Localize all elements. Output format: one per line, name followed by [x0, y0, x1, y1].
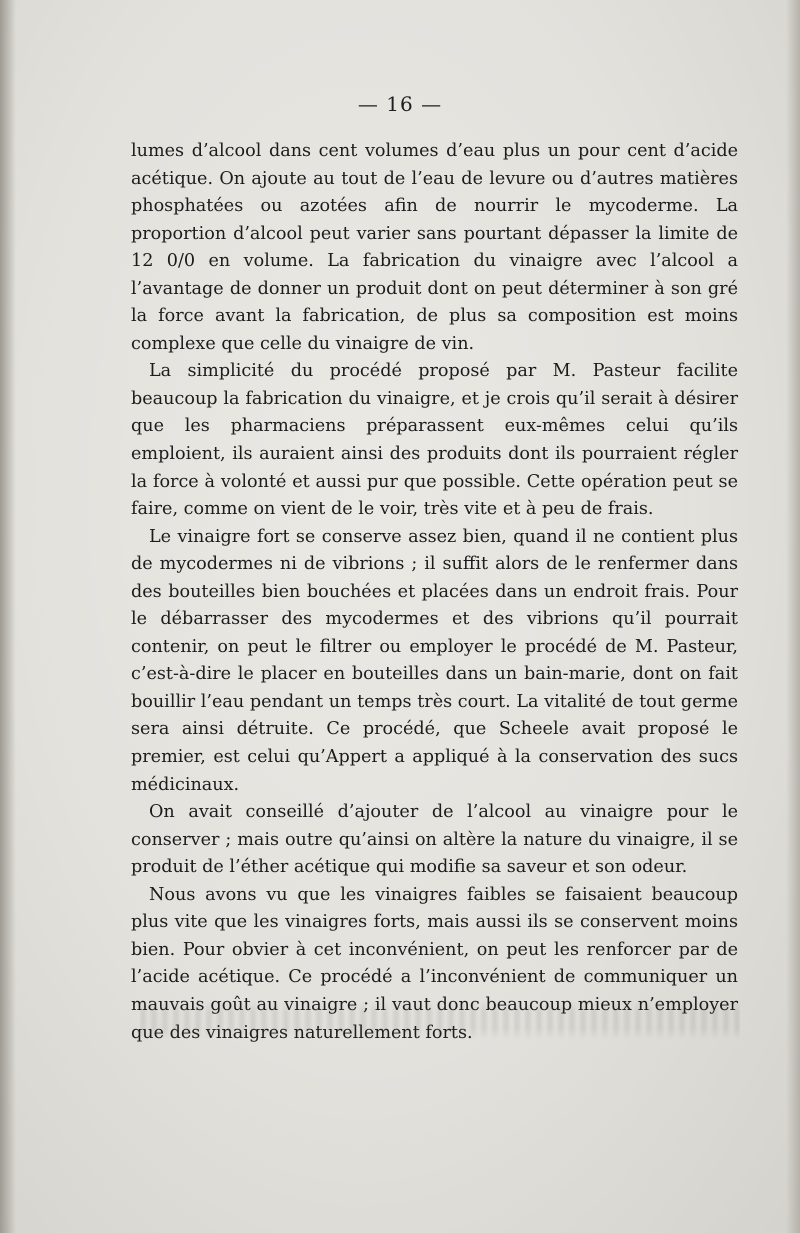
paragraph-pasteur-process: La simplicité du procédé proposé par M. Pasteur facilite beaucoup la fabrication du vinaigre, et je crois qu’il serait à désirer que les pharmaciens préparassent eux-mêmes celui qu’ils emploient, ils auraient ainsi des produits dont ils pourraient régler la force à volonté et aussi pur que possible. Cette opération peut se faire, comme on vient de le voir, très vite et à peu de frais. — [131, 361, 738, 520]
body-text — [131, 138, 738, 1047]
paragraph-conservation: Le vinaigre fort se conserve assez bien, quand il ne contient plus de mycodermes ni de vibrions ; il suffit alors de le renfermer dans des bouteilles bien bouchées et placées dans un endroit frais. Pour le débarrasser des mycodermes et des vibrions qu’il pourrait contenir, on peut le filtrer ou employer le procédé de M. Pasteur, c’est-à-dire le placer en bouteilles dans un bain-marie, dont on fait bouillir l’eau pendant un temps très court. La vitalité de tout germe sera ainsi détruite. Ce procédé, que Scheele avait proposé le premier, est celui qu’Appert a appliqué à la conservation des sucs médicinaux. — [131, 526, 738, 795]
paragraph-continued: lumes d’alcool dans cent volumes d’eau plus un pour cent d’acide acétique. On ajoute au tout de l’eau de levure ou d’autres matières phosphatées ou azotées afin de nourrir le mycoderme. La proportion d’alcool peut varier sans pourtant dépasser la limite de 12 0/0 en volume. La fabrication du vinaigre avec l’alcool a l’avantage de donner un produit dont on peut déterminer à son gré la force avant la fabrication, de plus sa composition est moins complexe que celle du vinaigre de vin. — [131, 141, 738, 354]
show-through-ink — [140, 1000, 740, 1040]
page-number: — 16 — — [357, 92, 443, 116]
paragraph-weak-vinegars: Nous avons vu que les vinaigres faibles se faisaient beaucoup plus vite que les vinaigres forts, mais aussi ils se conservent moins bien. Pour obvier à cet inconvénient, on peut les renforcer par de l’acide acétique. Ce procédé a l’inconvénient de communiquer un mauvais goût au vinaigre ; il vaut donc beaucoup mieux n’employer que des vinaigres naturellement forts. — [131, 884, 738, 1043]
paragraph-alcohol-addition: On avait conseillé d’ajouter de l’alcool au vinaigre pour le conserver ; mais outre qu’ainsi on altère la nature du vinaigre, il se produit de l’éther acétique qui modifie sa saveur et son odeur. — [131, 802, 738, 878]
